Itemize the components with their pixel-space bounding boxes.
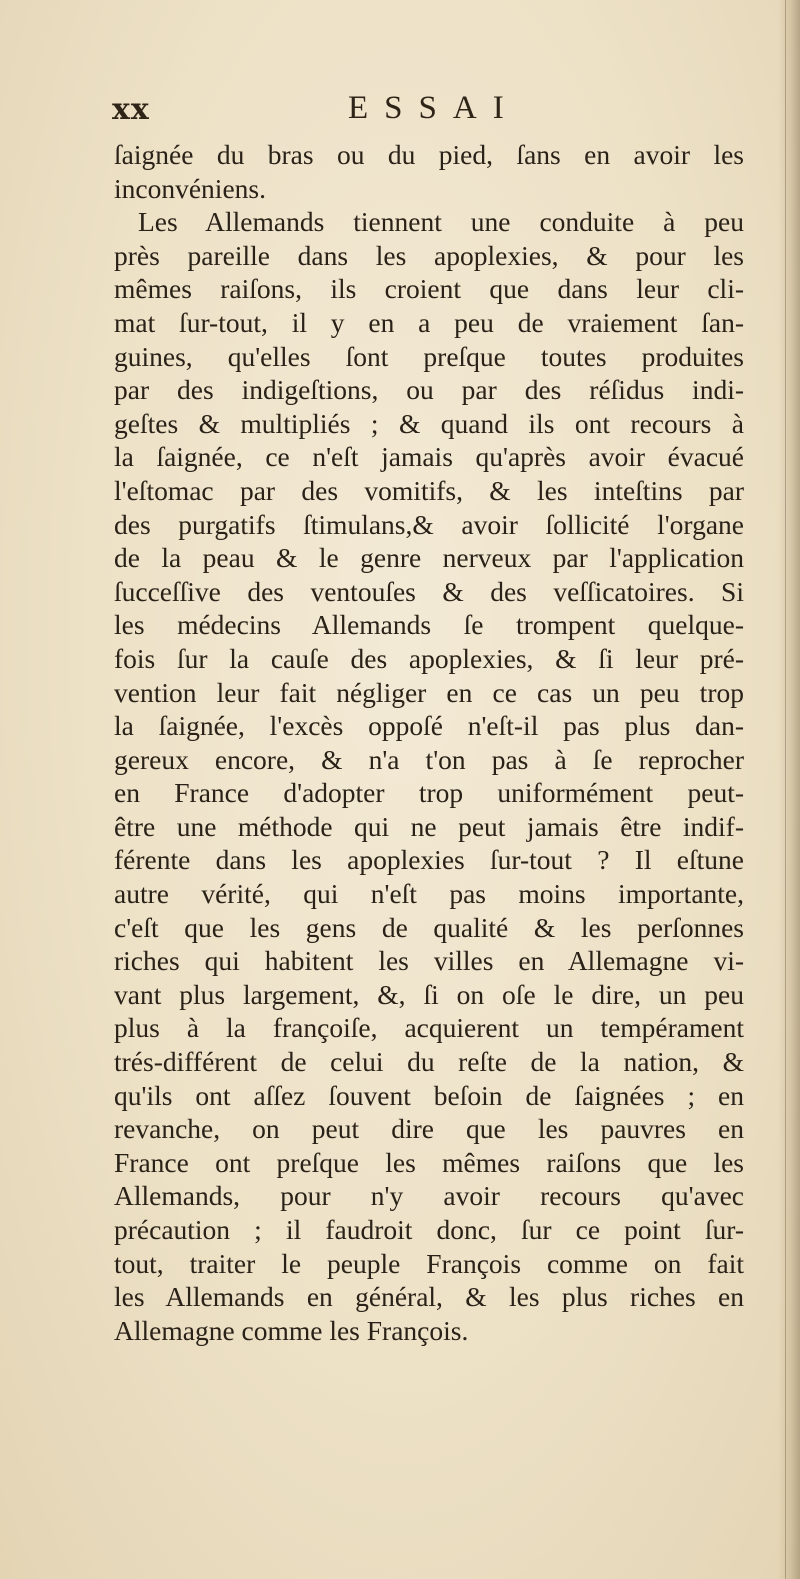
text-line: fois ſur la cauſe des apoplexies, & ſi leur pré- (114, 642, 744, 674)
text-line: férente dans les apoplexies ſur-tout ? Il eſtune (114, 844, 744, 876)
text-line: guines, qu'elles ſont preſque toutes produites (114, 340, 744, 372)
text-line: les médecins Allemands ſe trompent quelque- (114, 609, 744, 641)
text-line: gereux encore, & n'a t'on pas à ſe reprocher (114, 743, 744, 775)
text-line: des purgatifs ſtimulans,& avoir ſollicité l'organe (114, 508, 744, 540)
text-line: Allemagne comme les François. (114, 1314, 469, 1346)
page-number: xx (112, 92, 150, 127)
text-line: la ſaignée, l'excès oppoſé n'eſt-il pas plus dan- (114, 710, 744, 742)
text-line: Allemands, pour n'y avoir recours qu'avec (114, 1180, 744, 1212)
text-line: vention leur fait négliger en ce cas un peu trop (114, 676, 744, 708)
text-line: précaution ; il faudroit donc, ſur ce point ſur- (114, 1214, 744, 1245)
text-line: mat ſur-tout, il y en a peu de vraiement ſan- (114, 306, 744, 338)
text-line: Les Allemands tiennent une conduite à peu (138, 206, 744, 238)
text-line: inconvéniens. (114, 172, 266, 204)
text-line: plus à la françoiſe, acquierent un tempérament (114, 1012, 744, 1044)
text-line: mêmes raiſons, ils croient que dans leur cli- (114, 273, 744, 305)
running-title: ESSAI (348, 90, 520, 126)
text-line: en France d'adopter trop uniformément peut- (114, 777, 744, 809)
text-line: de la peau & le genre nerveux par l'application (114, 542, 744, 574)
text-line: ſucceſſive des ventouſes & des veſſicatoires. Si (114, 575, 744, 607)
text-line: près pareille dans les apoplexies, & pour les (114, 239, 744, 271)
text-line: vant plus largement, &, ſi on oſe le dire, un peu (114, 978, 744, 1010)
text-line: revanche, on peut dire que les pauvres en (114, 1113, 744, 1145)
page-edge-shadow (778, 0, 800, 1579)
text-line: par des indigeſtions, ou par des réſidus indi- (114, 374, 744, 406)
text-line: c'eſt que les gens de qualité & les perſonnes (114, 911, 744, 943)
text-line: l'eſtomac par des vomitifs, & les inteſtins par (114, 474, 744, 506)
text-line: autre vérité, qui n'eſt pas moins importante, (114, 878, 744, 910)
text-line: geſtes & multipliés ; & quand ils ont recours à (114, 407, 744, 439)
text-line: trés-différent de celui du reſte de la nation, & (114, 1046, 744, 1078)
text-line: riches qui habitent les villes en Allemagne vi- (114, 945, 744, 977)
body-text (114, 138, 744, 1347)
text-line: les Allemands en général, & les plus riches en (114, 1281, 744, 1313)
text-line: qu'ils ont aſſez ſouvent beſoin de ſaignées ; en (114, 1079, 744, 1111)
text-line: ſaignée du bras ou du pied, ſans en avoir les (114, 139, 744, 170)
text-line: la ſaignée, ce n'eſt jamais qu'après avoir évacué (114, 441, 744, 473)
page-header (108, 88, 748, 132)
page-edge-line (785, 0, 786, 1579)
text-line: tout, traiter le peuple François comme on fait (114, 1247, 744, 1279)
text-line: France ont preſque les mêmes raiſons que les (114, 1146, 744, 1178)
text-line: être une méthode qui ne peut jamais être indif- (114, 810, 744, 842)
